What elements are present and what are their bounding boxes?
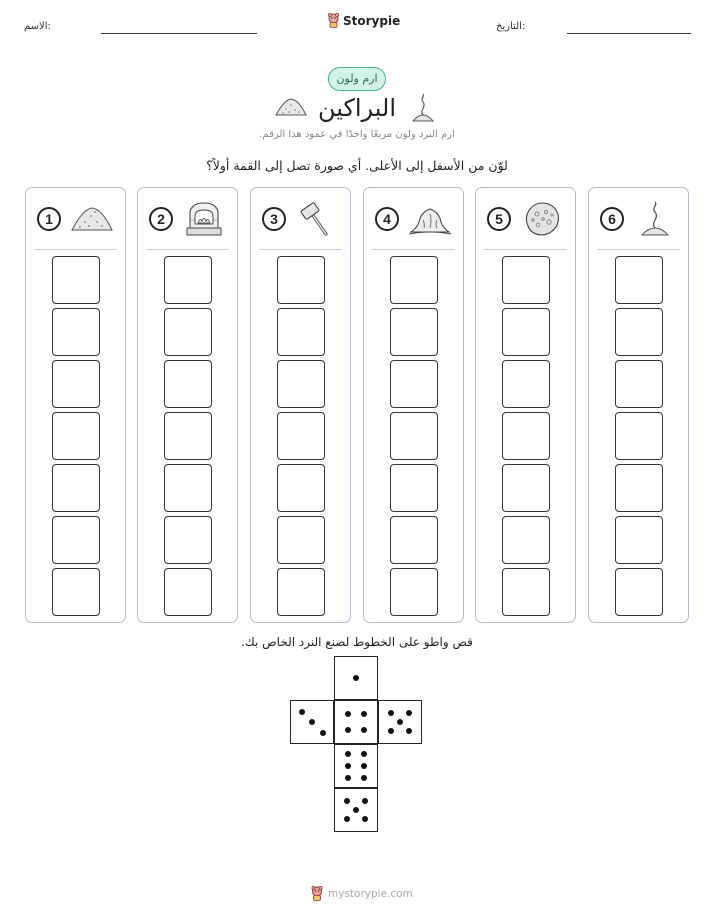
color-cell[interactable] <box>390 568 438 616</box>
color-cell[interactable] <box>615 256 663 304</box>
color-cell[interactable] <box>502 568 550 616</box>
color-cell[interactable] <box>615 360 663 408</box>
page-title: البراكين <box>317 94 397 122</box>
color-cell[interactable] <box>164 464 212 512</box>
die-pip <box>345 727 351 733</box>
die-pip <box>361 711 367 717</box>
die-pip <box>362 798 368 804</box>
column-5 <box>475 187 576 623</box>
color-cell[interactable] <box>615 568 663 616</box>
die-pip <box>388 728 394 734</box>
color-cell[interactable] <box>52 516 100 564</box>
color-cell[interactable] <box>52 412 100 460</box>
column-1 <box>25 187 126 623</box>
die-face-6 <box>334 744 378 788</box>
date-label: التاريخ: <box>496 21 526 32</box>
die-pip <box>353 675 359 681</box>
color-cell[interactable] <box>52 308 100 356</box>
color-cell[interactable] <box>52 568 100 616</box>
die-face-4 <box>334 700 378 744</box>
color-cell[interactable] <box>164 568 212 616</box>
die-pip <box>361 775 367 781</box>
hammer-icon <box>294 200 340 238</box>
die-pip <box>345 775 351 781</box>
sand-pile-title-icon <box>274 96 308 118</box>
die-pip <box>397 719 403 725</box>
color-cell[interactable] <box>502 412 550 460</box>
column-divider <box>259 249 342 250</box>
column-divider <box>597 249 680 250</box>
name-label: الاسم: <box>24 21 51 32</box>
footer <box>310 886 413 901</box>
column-3 <box>250 187 351 623</box>
color-cell[interactable] <box>502 464 550 512</box>
color-cell[interactable] <box>615 464 663 512</box>
page-subtitle: ارم النرد ولون مربعًا واحدًا في عمود هذا الرقم. <box>259 129 455 140</box>
die-face-5 <box>378 700 422 744</box>
die-pip <box>345 763 351 769</box>
die-pip <box>388 710 394 716</box>
color-cell[interactable] <box>615 412 663 460</box>
die-face-5 <box>334 788 378 832</box>
column-number: 5 <box>487 207 511 231</box>
column-number: 6 <box>600 207 624 231</box>
die-pip <box>353 807 359 813</box>
column-number: 2 <box>149 207 173 231</box>
storypie-mascot-icon <box>327 13 340 28</box>
die-pip <box>406 710 412 716</box>
activity-badge: ارم ولون <box>328 67 386 91</box>
die-face-1 <box>334 656 378 700</box>
sand-pile-icon <box>69 200 115 238</box>
color-cell[interactable] <box>502 308 550 356</box>
die-pip <box>345 751 351 757</box>
color-cell[interactable] <box>390 464 438 512</box>
die-pip <box>362 816 368 822</box>
color-cell[interactable] <box>615 308 663 356</box>
instruction-text: لوّن من الأسفل إلى الأعلى. أي صورة تصل إلى القمة أولاً؟ <box>206 158 508 173</box>
color-cell[interactable] <box>277 464 325 512</box>
color-cell[interactable] <box>164 412 212 460</box>
color-cell[interactable] <box>52 256 100 304</box>
color-cell[interactable] <box>277 412 325 460</box>
lava-icon <box>407 200 453 238</box>
color-cell[interactable] <box>390 360 438 408</box>
smoke-vent-title-icon <box>410 93 436 123</box>
die-pip <box>344 816 350 822</box>
footer-url: mystorypie.com <box>328 887 413 900</box>
color-cell[interactable] <box>390 308 438 356</box>
column-divider <box>372 249 455 250</box>
color-cell[interactable] <box>615 516 663 564</box>
pizza-oven-icon <box>181 200 227 238</box>
color-cell[interactable] <box>390 256 438 304</box>
die-pip <box>299 709 305 715</box>
die-pip <box>344 798 350 804</box>
brand-name: Storypie <box>343 13 401 28</box>
color-cell[interactable] <box>52 464 100 512</box>
column-4 <box>363 187 464 623</box>
column-6 <box>588 187 689 623</box>
column-divider <box>146 249 229 250</box>
color-cell[interactable] <box>277 308 325 356</box>
brand-logo <box>327 13 400 28</box>
die-pip <box>345 711 351 717</box>
die-pip <box>361 727 367 733</box>
date-field-line[interactable] <box>567 33 691 34</box>
color-cell[interactable] <box>164 516 212 564</box>
column-divider <box>484 249 567 250</box>
die-pip <box>361 751 367 757</box>
color-cell[interactable] <box>277 256 325 304</box>
color-cell[interactable] <box>502 516 550 564</box>
die-pip <box>361 763 367 769</box>
color-cell[interactable] <box>277 360 325 408</box>
die-face-3 <box>290 700 334 744</box>
storypie-mascot-icon <box>310 886 324 901</box>
color-cell[interactable] <box>502 256 550 304</box>
color-cell[interactable] <box>277 516 325 564</box>
color-cell[interactable] <box>390 412 438 460</box>
volcanic-rock-icon <box>519 200 565 238</box>
cut-instruction: قص واطو على الخطوط لصنع النرد الخاص بك. <box>241 635 473 649</box>
column-divider <box>34 249 117 250</box>
color-cell[interactable] <box>502 360 550 408</box>
color-cell[interactable] <box>52 360 100 408</box>
smoke-vent-icon <box>632 200 678 238</box>
column-number: 1 <box>37 207 61 231</box>
name-field-line[interactable] <box>101 33 257 34</box>
color-cell[interactable] <box>164 256 212 304</box>
die-pip <box>406 728 412 734</box>
color-cell[interactable] <box>164 308 212 356</box>
color-cell[interactable] <box>164 360 212 408</box>
die-pip <box>309 719 315 725</box>
color-cell[interactable] <box>277 568 325 616</box>
column-2 <box>137 187 238 623</box>
column-number: 3 <box>262 207 286 231</box>
color-cell[interactable] <box>390 516 438 564</box>
column-number: 4 <box>375 207 399 231</box>
die-pip <box>320 730 326 736</box>
